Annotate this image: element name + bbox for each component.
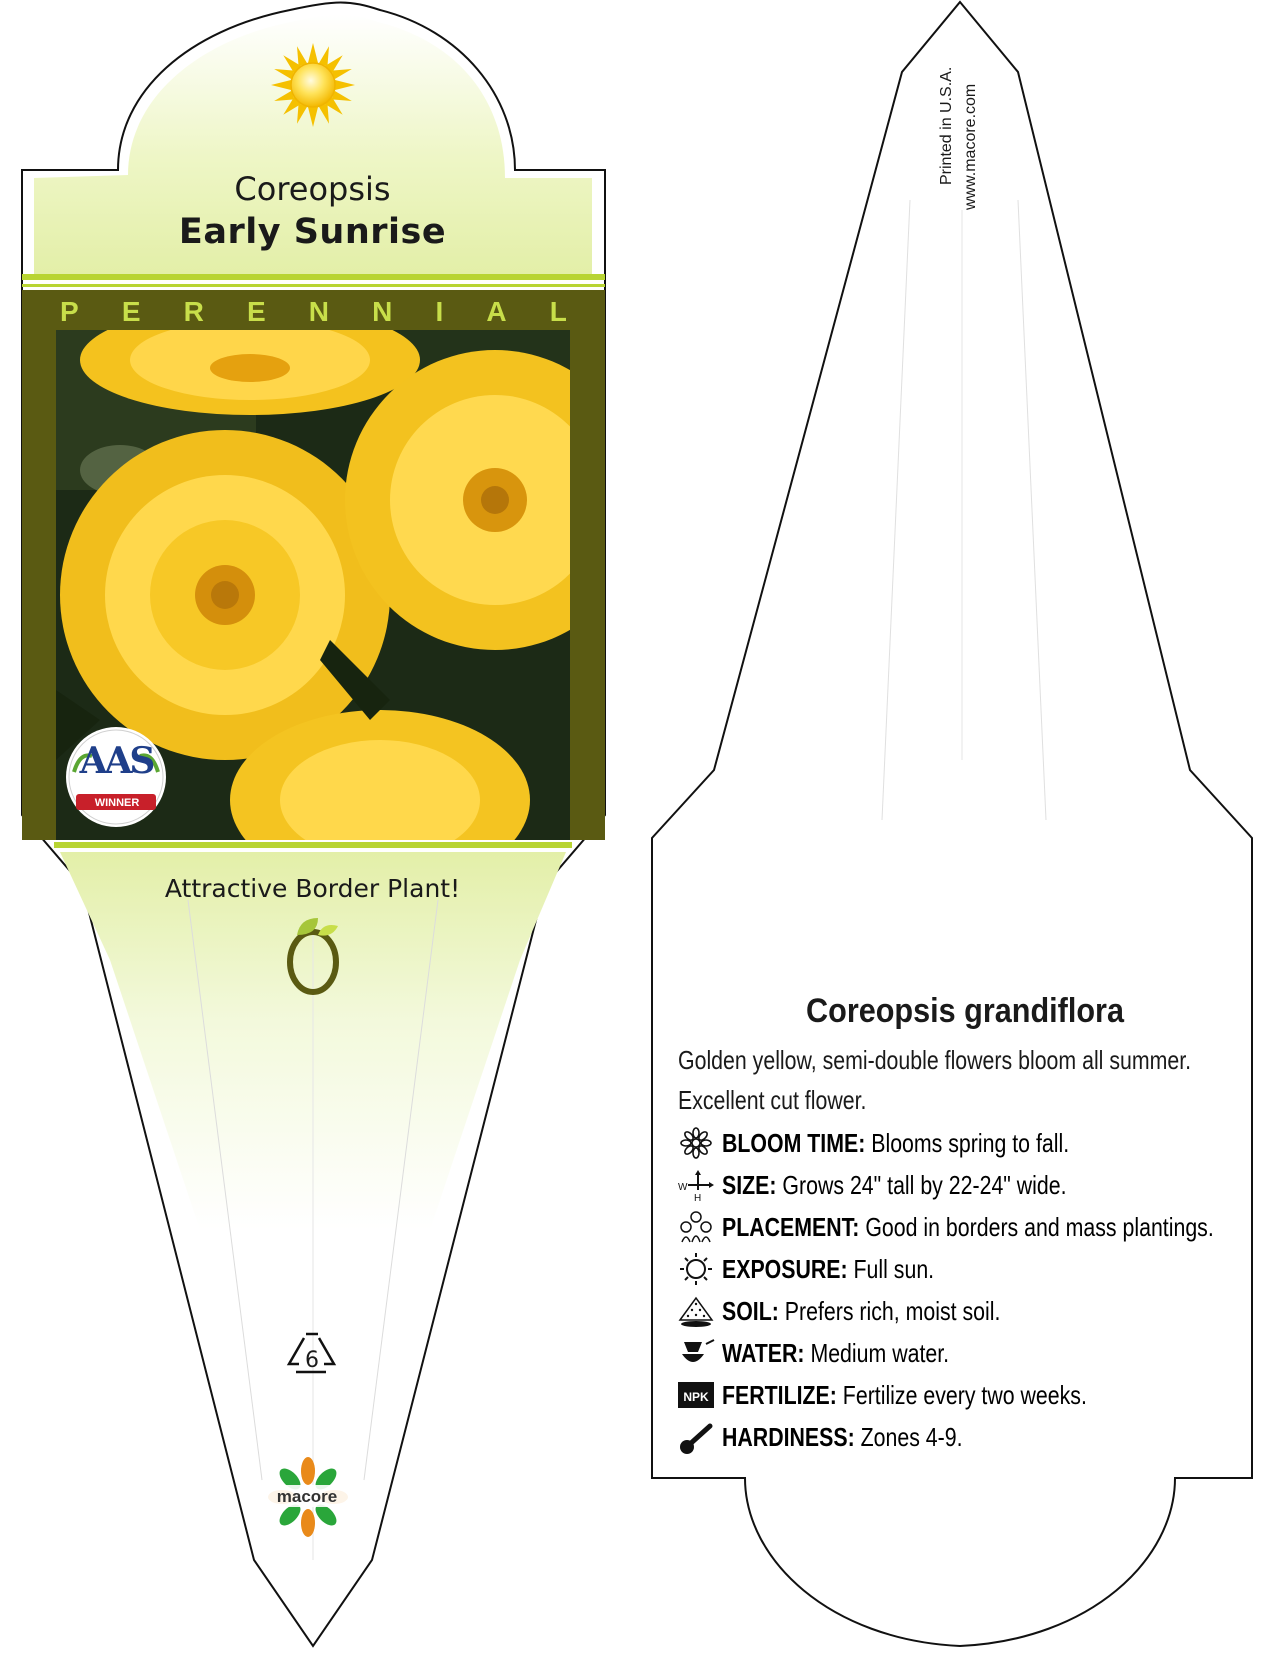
- category-letter: E: [246, 296, 266, 327]
- category-letter: A: [486, 296, 507, 327]
- placement-icon: [676, 1210, 716, 1244]
- aas-badge-text: AAS: [79, 740, 153, 782]
- category-letter: L: [549, 296, 567, 327]
- care-label: EXPOSURE:: [722, 1254, 848, 1285]
- recycle-code: 6: [305, 1348, 319, 1373]
- care-label: SOIL:: [722, 1296, 779, 1327]
- care-row-exposure: [676, 1248, 981, 1286]
- care-label: BLOOM TIME:: [722, 1128, 866, 1159]
- sun-icon: [271, 43, 355, 127]
- category-letter: N: [372, 296, 393, 327]
- sun-icon: [676, 1252, 716, 1286]
- care-row-fertilize: [676, 1374, 1167, 1412]
- care-value: Full sun.: [853, 1254, 935, 1285]
- tagline: Attractive Border Plant!: [164, 874, 461, 903]
- care-label: WATER:: [722, 1338, 805, 1369]
- front-title-cultivar: Early Sunrise: [178, 212, 447, 252]
- size-icon-width-letter: W: [678, 1182, 688, 1194]
- care-value: Medium water.: [810, 1338, 950, 1369]
- flower-icon: [676, 1126, 716, 1160]
- care-value: Prefers rich, moist soil.: [784, 1296, 1001, 1327]
- care-row-bloom-time: [676, 1122, 1145, 1160]
- care-row-water: [676, 1332, 999, 1370]
- front-header-rule: [22, 274, 605, 280]
- description-line: Golden yellow, semi-double flowers bloom all summer.: [678, 1045, 1192, 1075]
- category-letter: E: [121, 296, 141, 327]
- care-value: Blooms spring to fall.: [871, 1128, 1070, 1159]
- care-label: SIZE:: [722, 1170, 777, 1201]
- soil-icon: [676, 1294, 716, 1328]
- brand-name: macore: [276, 1487, 338, 1506]
- care-label: PLACEMENT:: [722, 1212, 860, 1243]
- category-label: [22, 296, 605, 328]
- care-row-hardiness: [676, 1416, 1015, 1454]
- category-letter: N: [308, 296, 330, 327]
- care-value: Fertilize every two weeks.: [842, 1380, 1087, 1411]
- care-label: FERTILIZE:: [722, 1380, 837, 1411]
- aas-badge-label: WINNER: [94, 797, 140, 809]
- care-label: HARDINESS:: [722, 1422, 855, 1453]
- npk-icon: [676, 1378, 716, 1412]
- thermometer-icon: [676, 1420, 716, 1454]
- botanical-name: Coreopsis grandiflora: [806, 992, 1124, 1030]
- category-letter: R: [183, 296, 204, 327]
- npk-icon-text: NPK: [683, 1390, 709, 1405]
- care-row-soil: [676, 1290, 1062, 1328]
- care-row-placement: [676, 1206, 1277, 1244]
- description-line: Excellent cut flower.: [678, 1085, 867, 1115]
- category-letter: P: [60, 296, 79, 327]
- watering-can-icon: [676, 1336, 716, 1370]
- front-title-genus: Coreopsis: [234, 170, 391, 208]
- care-row-size: [676, 1164, 1142, 1202]
- size-icon-height-letter: H: [694, 1193, 702, 1203]
- care-value: Grows 24" tall by 22-24" wide.: [782, 1170, 1067, 1201]
- category-letter: I: [435, 296, 444, 327]
- size-icon: [676, 1168, 716, 1202]
- plant-description: [678, 1040, 1252, 1120]
- care-value: Good in borders and mass plantings.: [865, 1212, 1214, 1243]
- care-value: Zones 4-9.: [860, 1422, 963, 1453]
- printed-in-label: Printed in U.S.A.: [938, 66, 955, 185]
- website-label: www.macore.com: [962, 83, 979, 210]
